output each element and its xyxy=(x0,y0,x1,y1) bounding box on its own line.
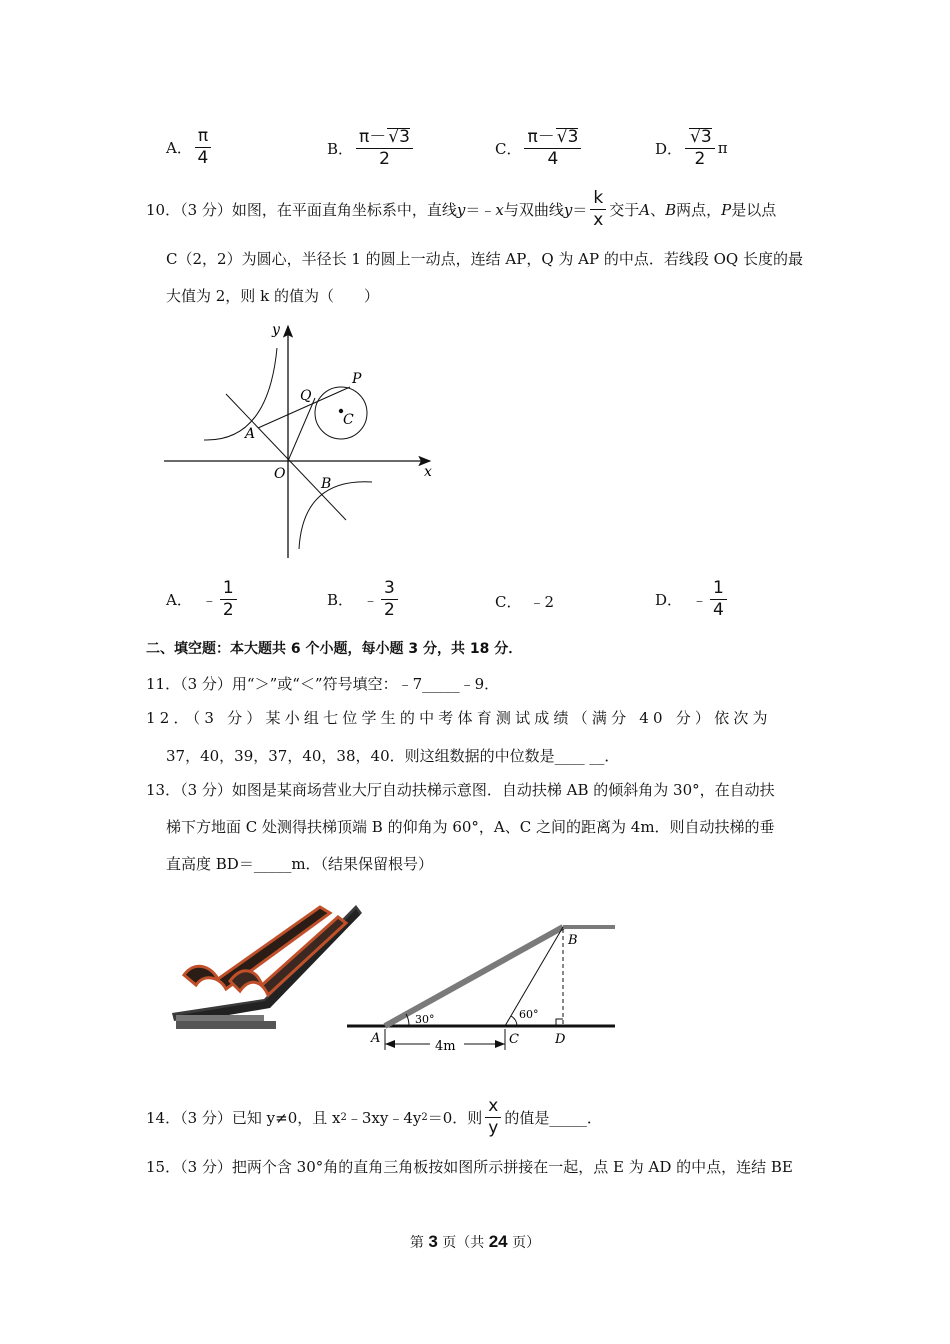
hyperbola-branch-upper xyxy=(204,348,277,440)
sign: ﹣ xyxy=(692,591,708,609)
option-value: ﹣2 xyxy=(529,593,555,611)
q12-line2: 37，40，39，37，40，38，40．则这组数据的中位数是____ __． xyxy=(166,747,620,765)
text: 、 xyxy=(650,201,666,219)
fraction xyxy=(220,580,237,619)
denominator: 4 xyxy=(547,149,559,169)
denominator: x xyxy=(593,210,604,230)
footer-text: 页） xyxy=(507,1235,541,1251)
q9-option-d xyxy=(655,128,728,168)
option-letter: C． xyxy=(495,139,522,158)
label-c: C xyxy=(509,1032,519,1047)
arrow-right xyxy=(495,1040,505,1048)
q10-line3: 大值为 2，则 k 的值为（ ） xyxy=(166,287,379,305)
var: B xyxy=(665,200,677,219)
total-pages: 24 xyxy=(488,1232,508,1251)
label-4m: 4m xyxy=(435,1039,456,1054)
coordinate-graph xyxy=(160,318,445,563)
option-letter: D． xyxy=(655,139,683,158)
footer-text: 页（共 xyxy=(437,1235,489,1251)
denominator: 2 xyxy=(384,600,395,620)
q10-option-a xyxy=(166,580,240,619)
q10-line2: C（2，2）为圆心，半径长 1 的圆上一动点，连结 AP，Q 为 AP 的中点．若线段 OQ 长度的最 xyxy=(166,250,803,268)
numerator: k xyxy=(590,190,606,210)
exponent: 2 xyxy=(340,1112,347,1123)
label-d: D xyxy=(555,1032,566,1047)
label-30: 30° xyxy=(415,1013,435,1026)
sqrt-symbol: √3 xyxy=(388,127,410,147)
var: P xyxy=(721,200,732,219)
q10-option-b xyxy=(327,580,401,619)
var: y xyxy=(456,200,466,219)
numerator: x xyxy=(485,1098,501,1118)
text: 两点， xyxy=(676,201,722,219)
numerator: 1 xyxy=(220,580,237,600)
q9-option-c xyxy=(495,128,584,168)
arrow-left xyxy=(385,1040,395,1048)
text: ＝0．则 xyxy=(427,1109,483,1127)
label-o: O xyxy=(274,466,286,482)
label-q: Q xyxy=(300,388,312,404)
denominator: 4 xyxy=(197,148,209,168)
numerator xyxy=(356,128,413,149)
fraction xyxy=(381,580,398,619)
numerator: π xyxy=(195,128,211,148)
var: A xyxy=(639,200,651,219)
text: 14．（3 分）已知 y≠0，且 x xyxy=(146,1109,341,1127)
fraction xyxy=(710,580,727,619)
label-b: B xyxy=(568,933,578,948)
fraction-k-over-x xyxy=(590,190,606,229)
q13-line2: 梯下方地面 C 处测得扶梯顶端 B 的仰角为 60°，A、C 之间的距离为 4m．则自动扶梯的垂 xyxy=(166,818,775,836)
numerator xyxy=(685,128,715,149)
option-letter: A． xyxy=(166,591,192,609)
q15: 15．（3 分）把两个含 30°角的直角三角板按如图所示拼接在一起，点 E 为 AD 的中点，连结 BE xyxy=(146,1158,793,1176)
num-part: π－ xyxy=(527,127,555,147)
fraction xyxy=(356,128,413,168)
option-letter: B． xyxy=(327,139,354,158)
label-60: 60° xyxy=(519,1008,539,1021)
text: 是以点 xyxy=(731,201,777,219)
denominator: y xyxy=(488,1118,499,1138)
sign: ﹣ xyxy=(201,591,217,609)
footer-text: 第 xyxy=(409,1235,429,1251)
q9-option-b xyxy=(327,128,416,168)
segment-oq xyxy=(288,398,315,461)
q11: 11．（3 分）用“＞”或“＜”符号填空：﹣7_____﹣9． xyxy=(146,675,500,693)
num-part: π－ xyxy=(359,127,387,147)
q10-option-c xyxy=(495,591,554,612)
sqrt-symbol: √3 xyxy=(556,127,579,147)
var: y xyxy=(563,200,573,219)
denominator: 2 xyxy=(694,149,706,169)
radicand: 3 xyxy=(700,127,712,147)
fraction xyxy=(195,128,211,167)
q13-line1: 13．（3 分）如图是某商场营业大厅自动扶梯示意图．自动扶梯 AB 的倾斜角为 30°，在自动扶 xyxy=(146,781,775,799)
q9-option-a xyxy=(166,128,214,167)
escalator-photo xyxy=(170,903,365,1033)
label-p: P xyxy=(352,371,362,387)
section-2-heading: 二、填空题：本大题共 6 个小题，每小题 3 分，共 18 分． xyxy=(146,641,523,657)
text: 交于 xyxy=(609,201,640,219)
text: ＝﹣ xyxy=(465,201,496,219)
label-y: y xyxy=(272,322,280,338)
text: 10．（3 分）如图，在平面直角坐标系中，直线 xyxy=(146,201,457,219)
sign: ﹣ xyxy=(363,591,379,609)
label-x: x xyxy=(424,464,432,480)
text: 与双曲线 xyxy=(503,201,564,219)
denominator: 2 xyxy=(379,149,390,169)
option-letter: D． xyxy=(655,591,683,609)
page-footer xyxy=(0,1232,950,1252)
exponent: 2 xyxy=(421,1112,428,1123)
label-a: A xyxy=(245,426,256,442)
var: x xyxy=(495,200,504,219)
radicand: 3 xyxy=(399,127,410,147)
fraction xyxy=(524,128,581,168)
pi-suffix: π xyxy=(717,139,728,157)
q14 xyxy=(146,1098,602,1137)
text: ﹣3xy﹣4y xyxy=(346,1109,422,1127)
label-a: A xyxy=(371,1031,381,1046)
radicand: 3 xyxy=(567,127,579,147)
fraction xyxy=(685,128,715,168)
text: ＝ xyxy=(572,201,588,219)
numerator xyxy=(524,128,581,149)
label-b: B xyxy=(321,476,332,492)
page-number: 3 xyxy=(428,1232,438,1251)
line-y-neg-x xyxy=(226,394,346,520)
q12-line1: 12．（3 分）某小组七位学生的中考体育测试成绩（满分 40 分）依次为 xyxy=(146,709,772,727)
denominator: 4 xyxy=(713,600,724,620)
denominator: 2 xyxy=(222,600,234,620)
option-letter: B． xyxy=(327,591,354,609)
escalator-diagram xyxy=(345,915,620,1055)
label-c: C xyxy=(343,412,354,428)
option-letter: A． xyxy=(166,139,192,157)
numerator: 1 xyxy=(710,580,727,600)
q10-option-d xyxy=(655,580,730,619)
q10-line1 xyxy=(146,190,776,229)
option-letter: C． xyxy=(495,593,522,611)
fraction-x-over-y xyxy=(485,1098,501,1137)
numerator: 3 xyxy=(381,580,398,600)
text: 的值是_____． xyxy=(504,1109,602,1127)
q13-line3: 直高度 BD＝_____m．（结果保留根号） xyxy=(166,855,434,873)
sqrt-symbol: √3 xyxy=(690,127,712,147)
hyperbola-branch-lower xyxy=(299,482,372,549)
